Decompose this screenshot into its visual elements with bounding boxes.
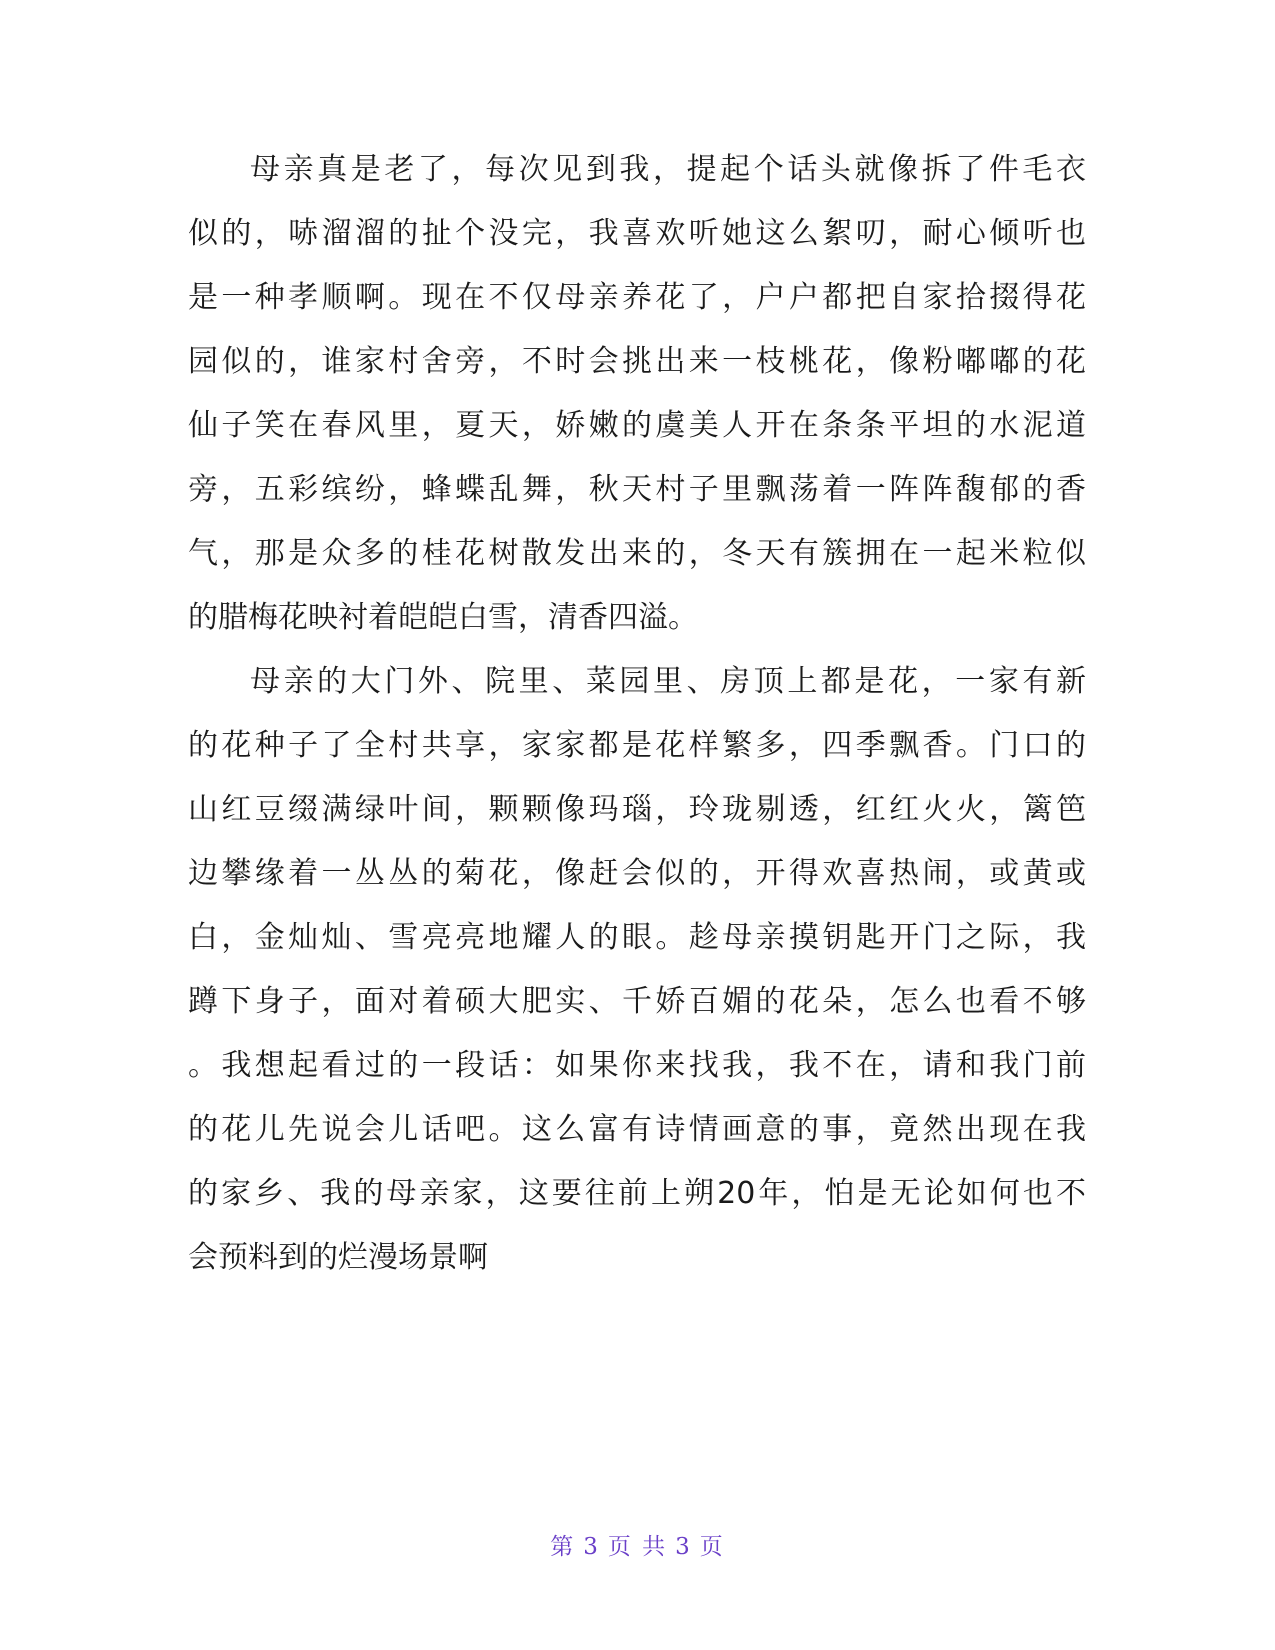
paragraph-line: 会预料到的烂漫场景啊	[188, 1240, 488, 1275]
paragraph-line: 园似的，谁家村舍旁，不时会挑出来一枝桃花，像粉嘟嘟的花	[188, 344, 1086, 379]
footer-total-pages: 3	[675, 1534, 692, 1560]
paragraph-line: 的腊梅花映衬着皑皑白雪，清香四溢。	[188, 600, 698, 635]
paragraph-line: 旁，五彩缤纷，蜂蝶乱舞，秋天村子里飘荡着一阵阵馥郁的香	[188, 472, 1086, 507]
body-text	[188, 138, 1086, 1290]
paragraph-line: 的花种子了全村共享，家家都是花样繁多，四季飘香。门口的	[188, 728, 1086, 763]
paragraph-line: 的花儿先说会儿话吧。这么富有诗情画意的事，竟然出现在我	[188, 1112, 1086, 1147]
footer-middle: 页 共	[607, 1534, 668, 1560]
paragraph-line: 山红豆缀满绿叶间，颗颗像玛瑙，玲珑剔透，红红火火，篱笆	[188, 792, 1086, 827]
paragraph-line: 的家乡、我的母亲家，这要往前上朔20年，怕是无论如何也不	[188, 1176, 1086, 1211]
paragraph-line: 白，金灿灿、雪亮亮地耀人的眼。趁母亲摸钥匙开门之际，我	[188, 920, 1086, 955]
paragraph-line: 仙子笑在春风里，夏天，娇嫩的虞美人开在条条平坦的水泥道	[188, 408, 1086, 443]
paragraph-line: 气，那是众多的桂花树散发出来的，冬天有簇拥在一起米粒似	[188, 536, 1086, 571]
footer-prefix: 第	[550, 1534, 576, 1560]
paragraph-line: 。我想起看过的一段话：如果你来找我，我不在，请和我门前	[188, 1048, 1086, 1083]
paragraph-line: 蹲下身子，面对着硕大肥实、千娇百媚的花朵，怎么也看不够	[188, 984, 1086, 1019]
paragraph-1	[188, 138, 1086, 650]
paragraph-2	[188, 650, 1086, 1290]
paragraph-line: 似的，哧溜溜的扯个没完，我喜欢听她这么絮叨，耐心倾听也	[188, 216, 1086, 251]
paragraph-line: 是一种孝顺啊。现在不仅母亲养花了，户户都把自家拾掇得花	[188, 280, 1086, 315]
page-footer	[0, 1528, 1275, 1561]
footer-suffix: 页	[699, 1534, 725, 1560]
footer-current-page: 3	[583, 1534, 600, 1560]
paragraph-line: 母亲真是老了，每次见到我，提起个话头就像拆了件毛衣	[250, 152, 1086, 187]
paragraph-line: 母亲的大门外、院里、菜园里、房顶上都是花，一家有新	[250, 664, 1086, 699]
paragraph-line: 边攀缘着一丛丛的菊花，像赶会似的，开得欢喜热闹，或黄或	[188, 856, 1086, 891]
